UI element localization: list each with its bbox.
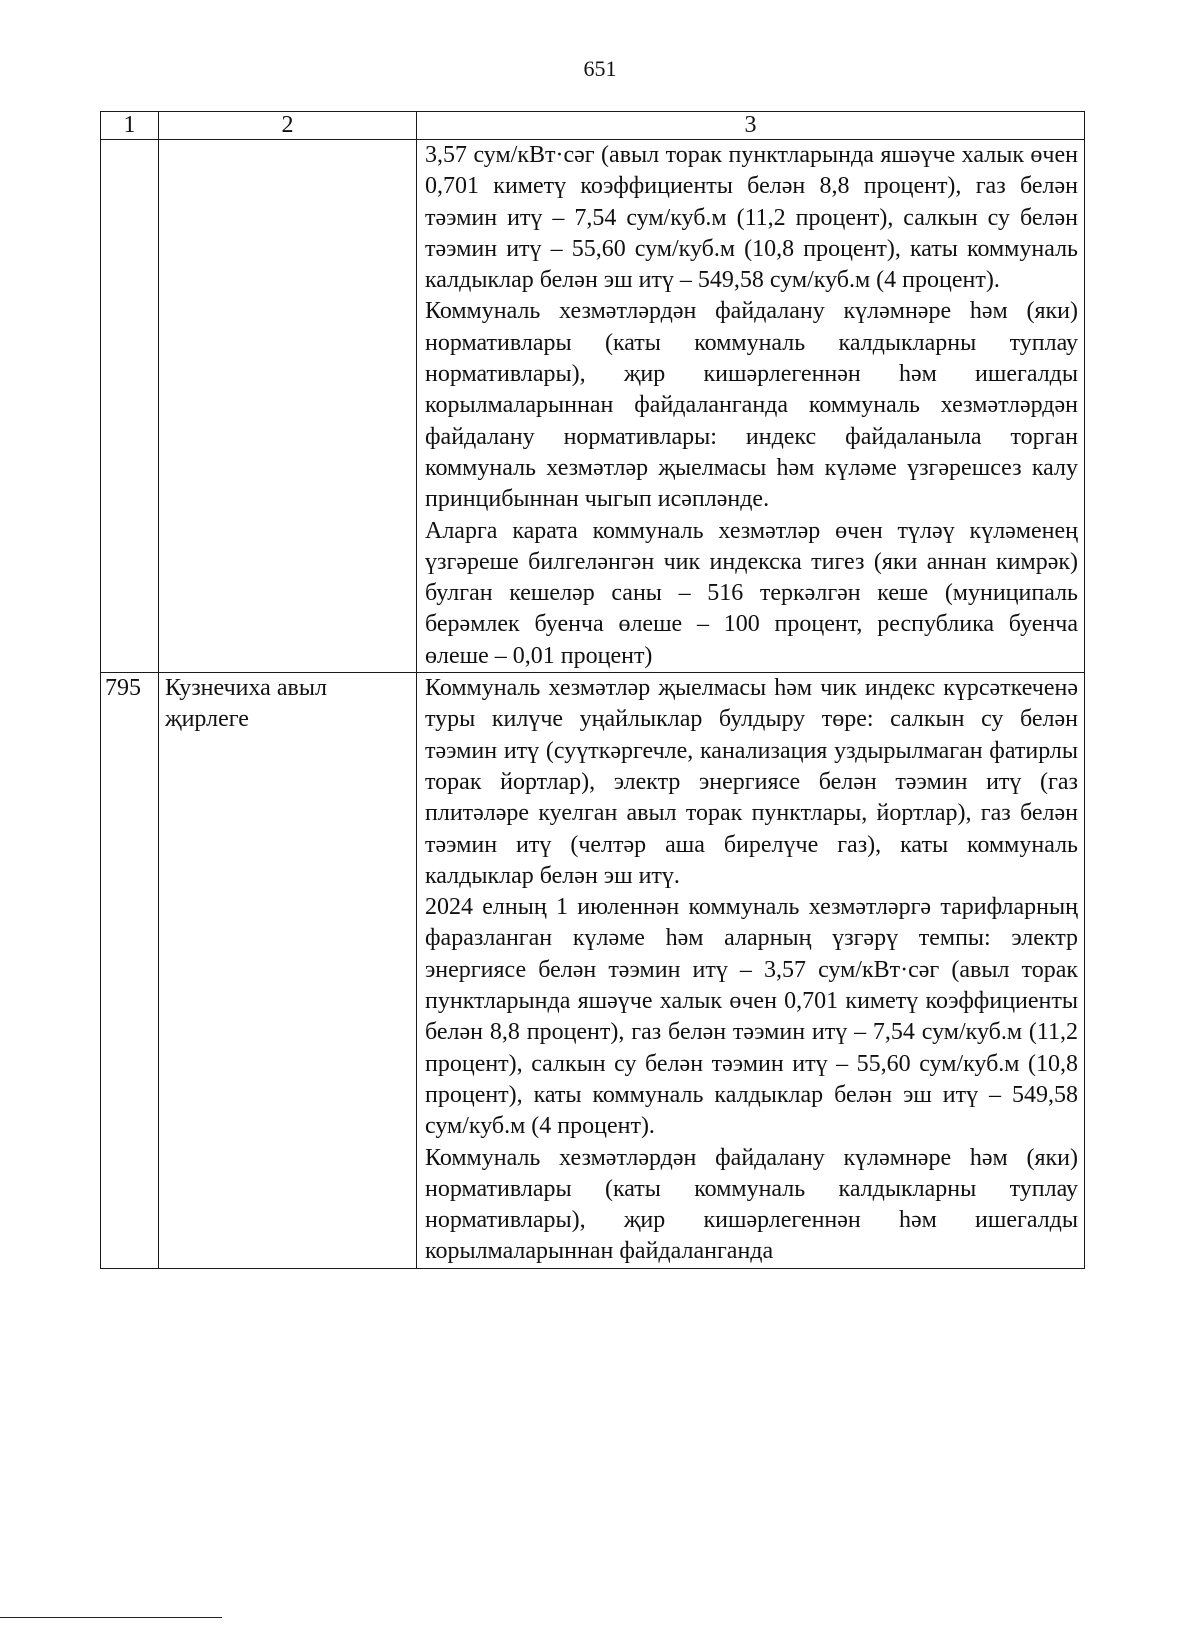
- footnote-rule: [0, 1617, 222, 1618]
- settlement-name-cell: Кузнечиха авыл җирлеге: [159, 673, 417, 1269]
- row-number-cell: 795: [101, 673, 159, 1269]
- municipal-tariff-table: [100, 111, 1085, 1269]
- settlement-name-cell: [159, 140, 417, 673]
- paragraph: Коммуналь хезмәтләр җыелмасы һәм чик индекс күрсәткеченә туры килүче уңайлыклар булдыру төре: салкын су белән тәэмин итү (суүткәргечле, канализация уздырылмаган фатирлы торак йортлар), электр энергиясе белән тәэмин итү (газ плитәләре куелган авыл торак пунктлары, йортлар), газ белән тәэмин итү (челтәр аша бирелүче газ), каты коммуналь калдыклар белән эш итү.: [425, 675, 1078, 889]
- column-header-1: 1: [101, 112, 159, 140]
- paragraph: 3,57 сум/кВт·сәг (авыл торак пунктларында яшәүче халык өчен 0,701 киметү коэффициенты белән 8,8 процент), газ белән тәэмин итү – 7,54 сум/куб.м (11,2 процент), салкын су белән тәэмин итү – 55,60 сум/куб.м (10,8 процент), каты коммуналь калдыклар белән эш итү – 549,58 сум/куб.м (4 процент).: [425, 142, 1078, 294]
- description-cell: [417, 673, 1085, 1269]
- table-header-row: [101, 112, 1085, 140]
- paragraph: Коммуналь хезмәтләрдән файдалану күләмнәре һәм (яки) нормативлары (каты коммуналь калдыкларны туплау нормативлары), җир кишәрлегеннән һәм ишегалды корылмаларыннан файдаланганда: [425, 1144, 1078, 1265]
- column-header-3: 3: [417, 112, 1085, 140]
- row-number-cell: [101, 140, 159, 673]
- column-header-2: 2: [159, 112, 417, 140]
- paragraph: 2024 елның 1 июленнән коммуналь хезмәтләргә тарифларның фаразланган күләме һәм аларның үзгәрү темпы: электр энергиясе белән тәэмин итү – 3,57 сум/кВт·сәг (авыл торак пунктларында яшәүче халык өчен 0,701 киметү коэффициенты белән 8,8 процент), газ белән тәэмин итү – 7,54 сум/куб.м (11,2 процент), салкын су белән тәэмин итү – 55,60 сум/куб.м (10,8 процент), каты коммуналь калдыклар белән эш итү – 549,58 сум/куб.м (4 процент).: [425, 894, 1078, 1140]
- paragraph: Аларга карата коммуналь хезмәтләр өчен түләү күләменең үзгәреше билгеләнгән чик индекска тигез (яки аннан кимрәк) булган кешеләр саны – 516 теркәлгән кеше (муниципаль берәмлек буенча өлеше – 100 процент, республика буенча өлеше – 0,01 процент): [425, 517, 1078, 669]
- table-row: [101, 140, 1085, 673]
- page-number: 651: [583, 56, 617, 81]
- description-cell: [417, 140, 1085, 673]
- paragraph: Коммуналь хезмәтләрдән файдалану күләмнәре һәм (яки) нормативлары (каты коммуналь калдыкларны туплау нормативлары), җир кишәрлегеннән һәм ишегалды корылмаларыннан файдаланганда коммуналь хезмәтләрдән файдалану нормативлары: индекс файдаланыла торган коммуналь хезмәтләр җыелмасы һәм күләме үзгәрешсез калу принцибыннан чыгып исәпләнде.: [425, 298, 1078, 513]
- table-row: [101, 673, 1085, 1269]
